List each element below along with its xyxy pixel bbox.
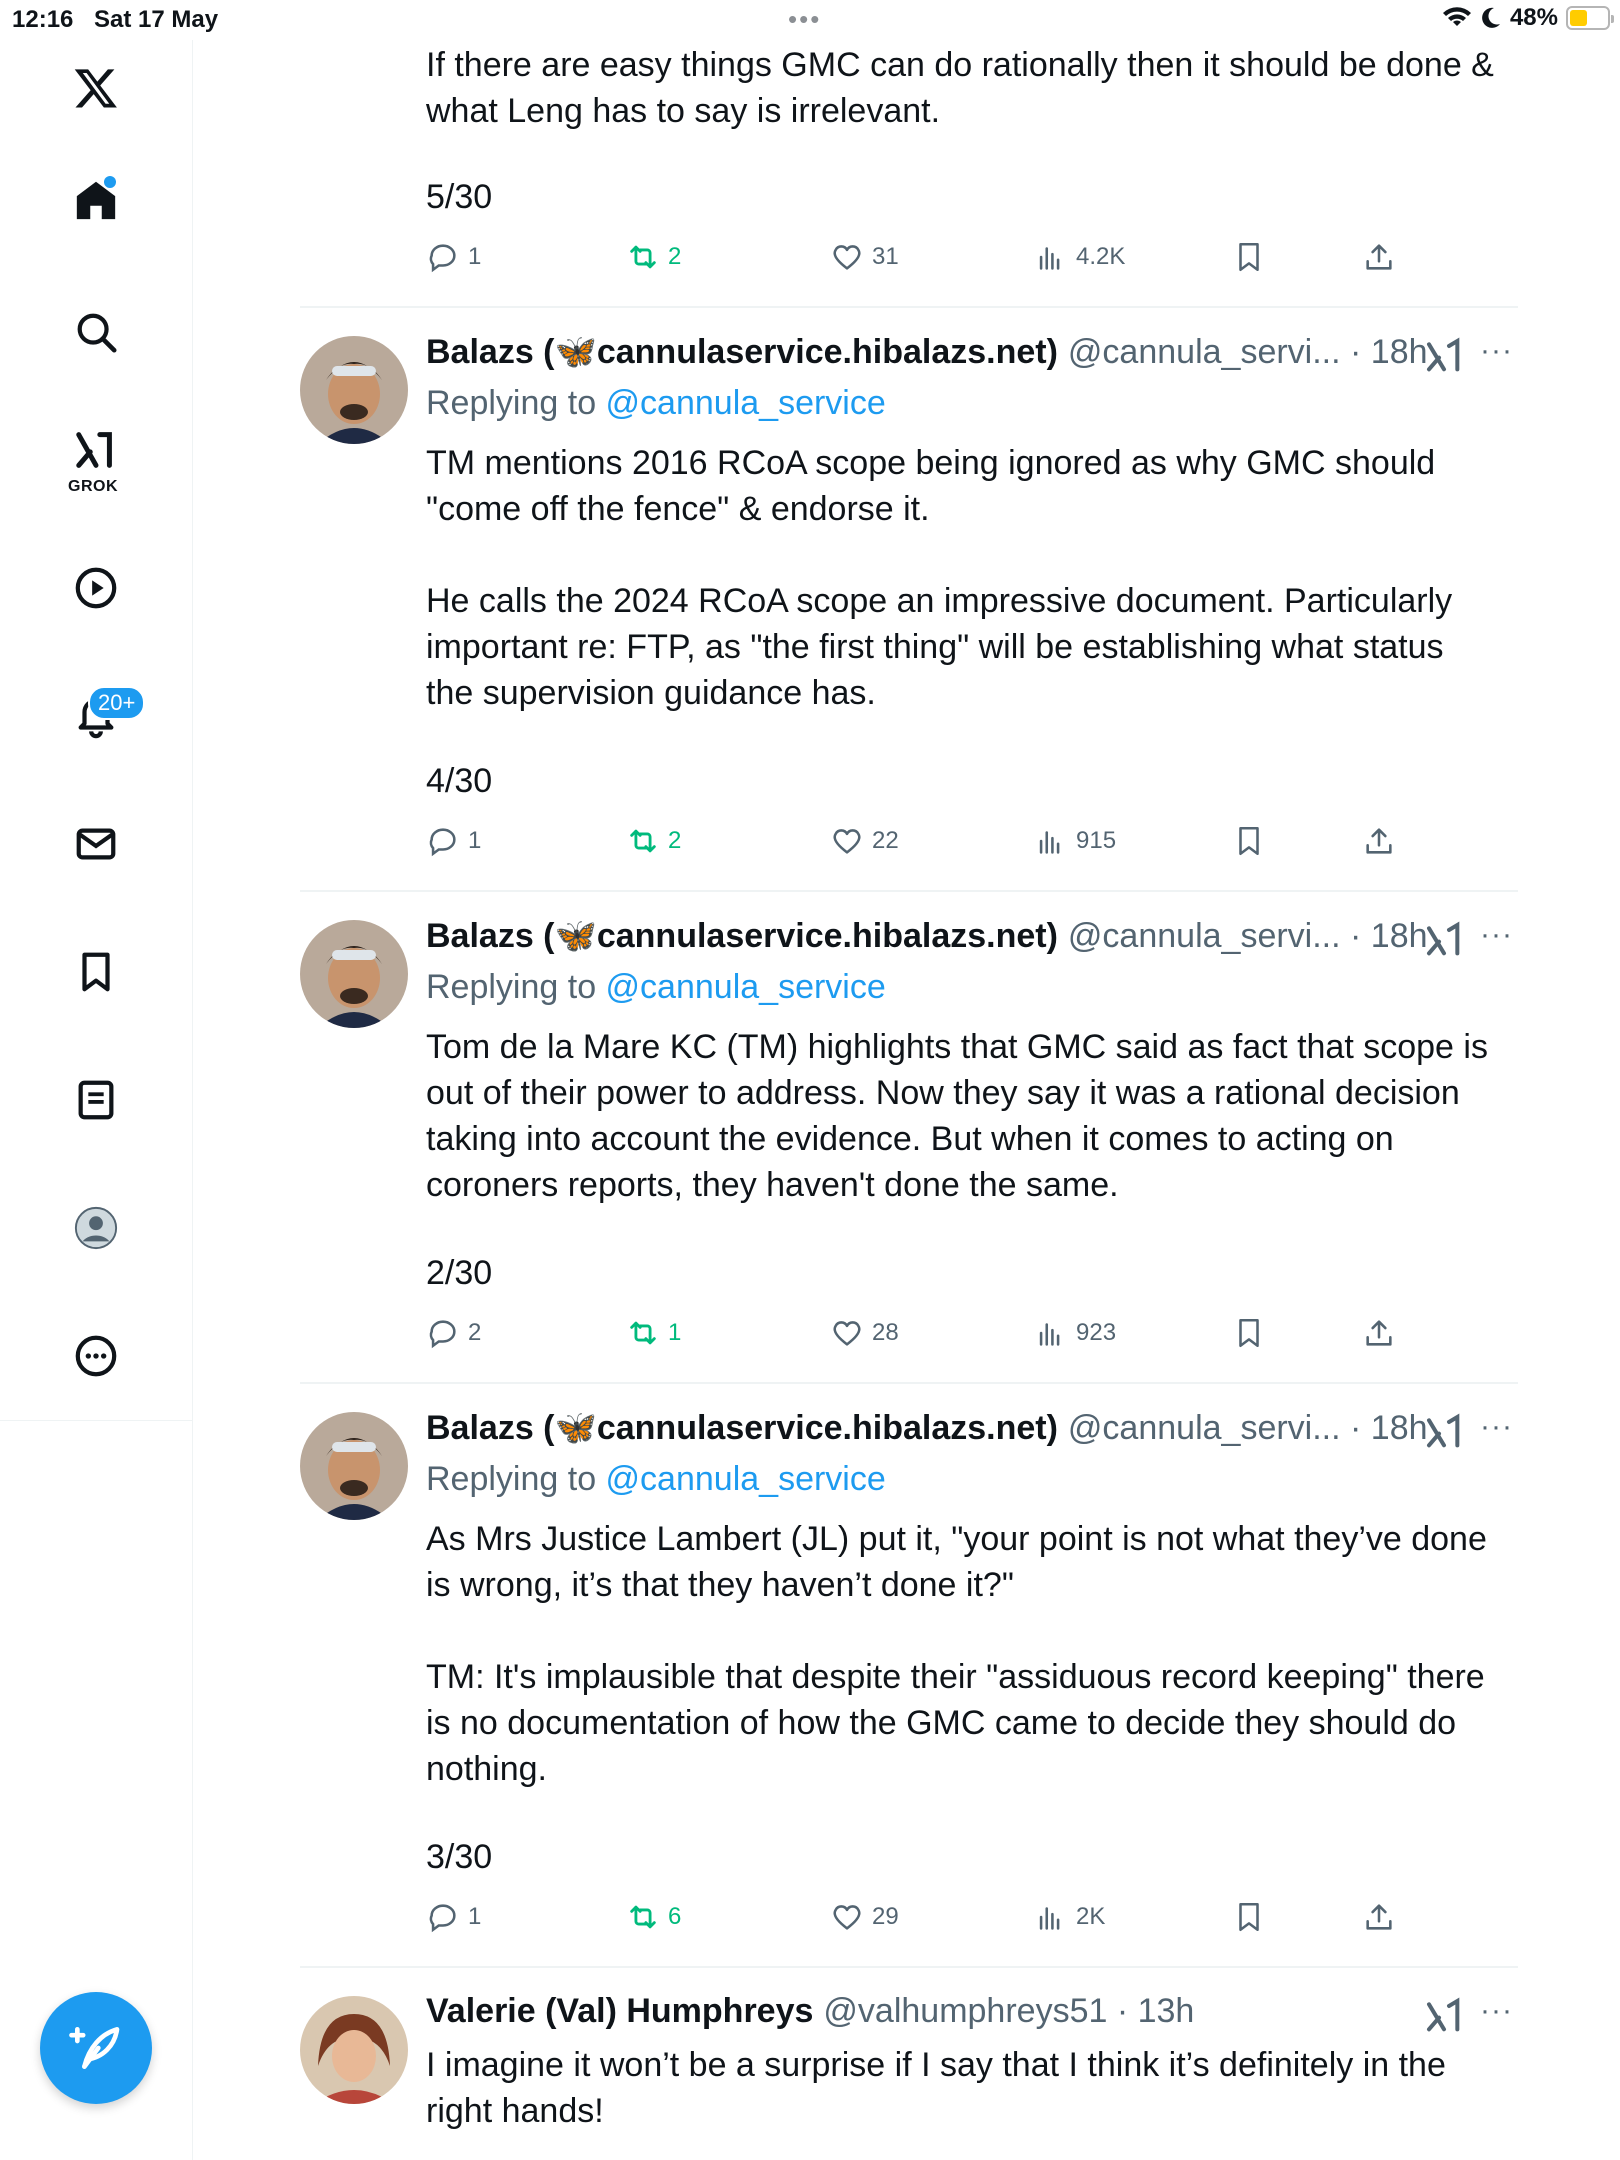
avatar[interactable] [300,336,408,444]
grok-explain-icon[interactable] [1424,920,1464,960]
replying-to: Replying to @cannula_service [426,968,886,1006]
handle-and-time[interactable]: @valhumphreys51 · 13h [823,1992,1195,2030]
bookmark-button[interactable] [1232,1900,1266,1934]
bookmark-button[interactable] [1232,240,1266,274]
share-icon [1362,1316,1396,1350]
repost-button[interactable] [626,1316,681,1350]
wifi-icon [1442,6,1472,30]
thread-counter: 4/30 [426,762,493,800]
action-bar [426,1900,1426,1940]
more-menu-icon[interactable]: ··· [1480,918,1513,951]
reply-icon [426,1900,460,1934]
sidebar-divider [0,1420,193,1421]
display-name[interactable]: Balazs (🦋cannulaservice.hibalazs.net) [426,1409,1058,1447]
views-bar-icon [1034,824,1068,858]
share-icon [1362,1900,1396,1934]
battery-icon [1566,6,1610,30]
reply-icon [426,1316,460,1350]
more-menu-icon[interactable]: ··· [1480,334,1513,367]
home-icon[interactable] [70,174,122,226]
lists-icon[interactable] [70,1074,122,1126]
thread-counter: 3/30 [426,1838,493,1876]
views-bar-icon [1034,1900,1068,1934]
bookmarks-icon[interactable] [70,946,122,998]
reply-count: 1 [468,1903,482,1930]
tweet-header [426,1992,1194,2031]
repost-count: 6 [668,1903,682,1930]
repost-count: 2 [668,827,682,854]
compose-feather-icon [68,2020,124,2076]
repost-icon [626,240,660,274]
action-bar [426,1316,1426,1356]
status-time: 12:16 [12,6,74,33]
reply-button[interactable] [426,240,481,274]
share-button[interactable] [1362,1316,1396,1350]
action-bar [426,824,1426,864]
profile-avatar-icon[interactable] [70,1202,122,1254]
repost-button[interactable] [626,824,681,858]
status-bar [0,0,1620,40]
like-button[interactable] [830,1316,899,1350]
share-button[interactable] [1362,824,1396,858]
replying-to-link[interactable]: @cannula_service [605,968,886,1006]
tweet-header [426,1408,1428,1448]
tweet-text: As Mrs Justice Lambert (JL) put it, "your point is not what they’ve done is wrong, it’s that they haven’t done it?" TM: It's implausible that despite their "assiduous record keeping" there is no documentation of how the GMC came to decide they should do nothing. [426,1520,1487,1788]
repost-button[interactable] [626,240,681,274]
tweet-divider [300,1966,1518,1968]
handle-and-time[interactable]: @cannula_servi... · 18h [1067,916,1428,955]
grok-label: GROK [68,478,118,495]
views-bar-icon [1034,240,1068,274]
compose-post-button[interactable] [40,1992,152,2104]
heart-icon [830,1316,864,1350]
reply-button[interactable] [426,1316,481,1350]
display-name[interactable]: Valerie (Val) Humphreys [426,1992,814,2030]
grok-explain-icon[interactable] [1424,1412,1464,1452]
tweet-divider [300,890,1518,892]
repost-count: 2 [668,243,682,270]
status-right [1442,4,1610,32]
bookmark-icon [1232,824,1266,858]
share-button[interactable] [1362,1900,1396,1934]
grok-explain-icon[interactable] [1424,1996,1464,2036]
heart-icon [830,824,864,858]
reply-button[interactable] [426,824,481,858]
repost-icon [626,824,660,858]
bookmark-button[interactable] [1232,1316,1266,1350]
butterfly-icon: 🦋 [554,333,597,371]
status-date: Sat 17 May [94,6,219,33]
thread-counter: 2/30 [426,1254,493,1292]
repost-button[interactable] [626,1900,681,1934]
battery-percent: 48% [1509,4,1558,31]
like-count: 29 [872,1903,899,1930]
reply-count: 1 [468,243,482,270]
share-icon [1362,824,1396,858]
tweet-text: I imagine it won’t be a surprise if I say that I think it’s definitely in the right hands! [426,2046,1446,2130]
tweet-text: Tom de la Mare KC (TM) highlights that GMC said as fact that scope is out of their power to address. Now they say it was a rational decision taking into account the evidence. But when it comes to acting on coroners reports, they haven't done the same. [426,1028,1488,1204]
like-button[interactable] [830,824,899,858]
replying-to-link[interactable]: @cannula_service [605,384,886,422]
tweet-header [426,916,1428,956]
share-button[interactable] [1362,240,1396,274]
like-count: 28 [872,1319,899,1346]
moon-icon [1480,6,1502,30]
notifications-badge: 20+ [88,686,145,720]
tweet-header [426,332,1428,372]
tweet-text-top: If there are easy things GMC can do rationally then it should be done & what Leng has to say is irrelevant. [426,46,1494,130]
butterfly-icon: 🦋 [554,1409,597,1447]
more-menu-icon[interactable]: ··· [1480,1994,1513,2027]
like-count: 22 [872,827,899,854]
tweet-text: TM mentions 2016 RCoA scope being ignored as why GMC should "come off the fence" & endorse it. He calls the 2024 RCoA scope an impressive document. Particularly important re: FTP, as "the first thing" will be establishing what status the supervision guidance has. [426,444,1453,712]
x-logo-icon[interactable] [70,62,122,114]
share-icon [1362,240,1396,274]
reply-count: 1 [468,827,482,854]
avatar[interactable] [300,920,408,1028]
view-count: 915 [1076,827,1117,854]
home-unread-dot [104,176,116,188]
repost-icon [626,1900,660,1934]
view-count: 2K [1076,1903,1106,1930]
handle-and-time[interactable]: @cannula_servi... · 18h [1067,1408,1428,1447]
repost-count: 1 [668,1319,682,1346]
views-button[interactable] [1034,824,1116,858]
like-button[interactable] [830,1900,899,1934]
like-button[interactable] [830,240,899,274]
heart-icon [830,240,864,274]
more-options-icon[interactable] [70,1330,122,1382]
butterfly-icon: 🦋 [554,917,597,955]
reply-button[interactable] [426,1900,481,1934]
bookmark-icon [1232,240,1266,274]
reply-count: 2 [468,1319,482,1346]
grok-icon[interactable] [70,424,122,476]
view-count: 923 [1076,1319,1117,1346]
thread-counter-top: 5/30 [426,178,493,216]
repost-icon [626,1316,660,1350]
like-count: 31 [872,243,899,270]
multitask-dots-icon[interactable]: ••• [788,4,822,34]
tweet-divider [300,1382,1518,1384]
reply-icon [426,824,460,858]
avatar[interactable] [300,1412,408,1520]
messages-envelope-icon[interactable] [70,818,122,870]
views-bar-icon [1034,1316,1068,1350]
heart-icon [830,1900,864,1934]
views-button[interactable] [1034,1900,1105,1934]
more-menu-icon[interactable]: ··· [1480,1410,1513,1443]
reply-icon [426,240,460,274]
bookmark-button[interactable] [1232,824,1266,858]
handle-and-time[interactable]: @cannula_servi... · 18h [1067,332,1428,371]
video-play-icon[interactable] [70,562,122,614]
views-button[interactable] [1034,1316,1116,1350]
bookmark-icon [1232,1900,1266,1934]
avatar[interactable] [300,1996,408,2104]
grok-explain-icon[interactable] [1424,336,1464,376]
replying-to: Replying to @cannula_service [426,384,886,422]
display-name[interactable]: Balazs (🦋cannulaservice.hibalazs.net) [426,333,1058,371]
tweet-divider [300,306,1518,308]
action-bar-top [426,240,1426,280]
sidebar-column-rule [192,1420,193,2160]
search-icon[interactable] [70,306,122,358]
display-name[interactable]: Balazs (🦋cannulaservice.hibalazs.net) [426,917,1058,955]
replying-to: Replying to @cannula_service [426,1460,886,1498]
bookmark-icon [1232,1316,1266,1350]
view-count: 4.2K [1076,243,1126,270]
replying-to-link[interactable]: @cannula_service [605,1460,886,1498]
views-button[interactable] [1034,240,1125,274]
